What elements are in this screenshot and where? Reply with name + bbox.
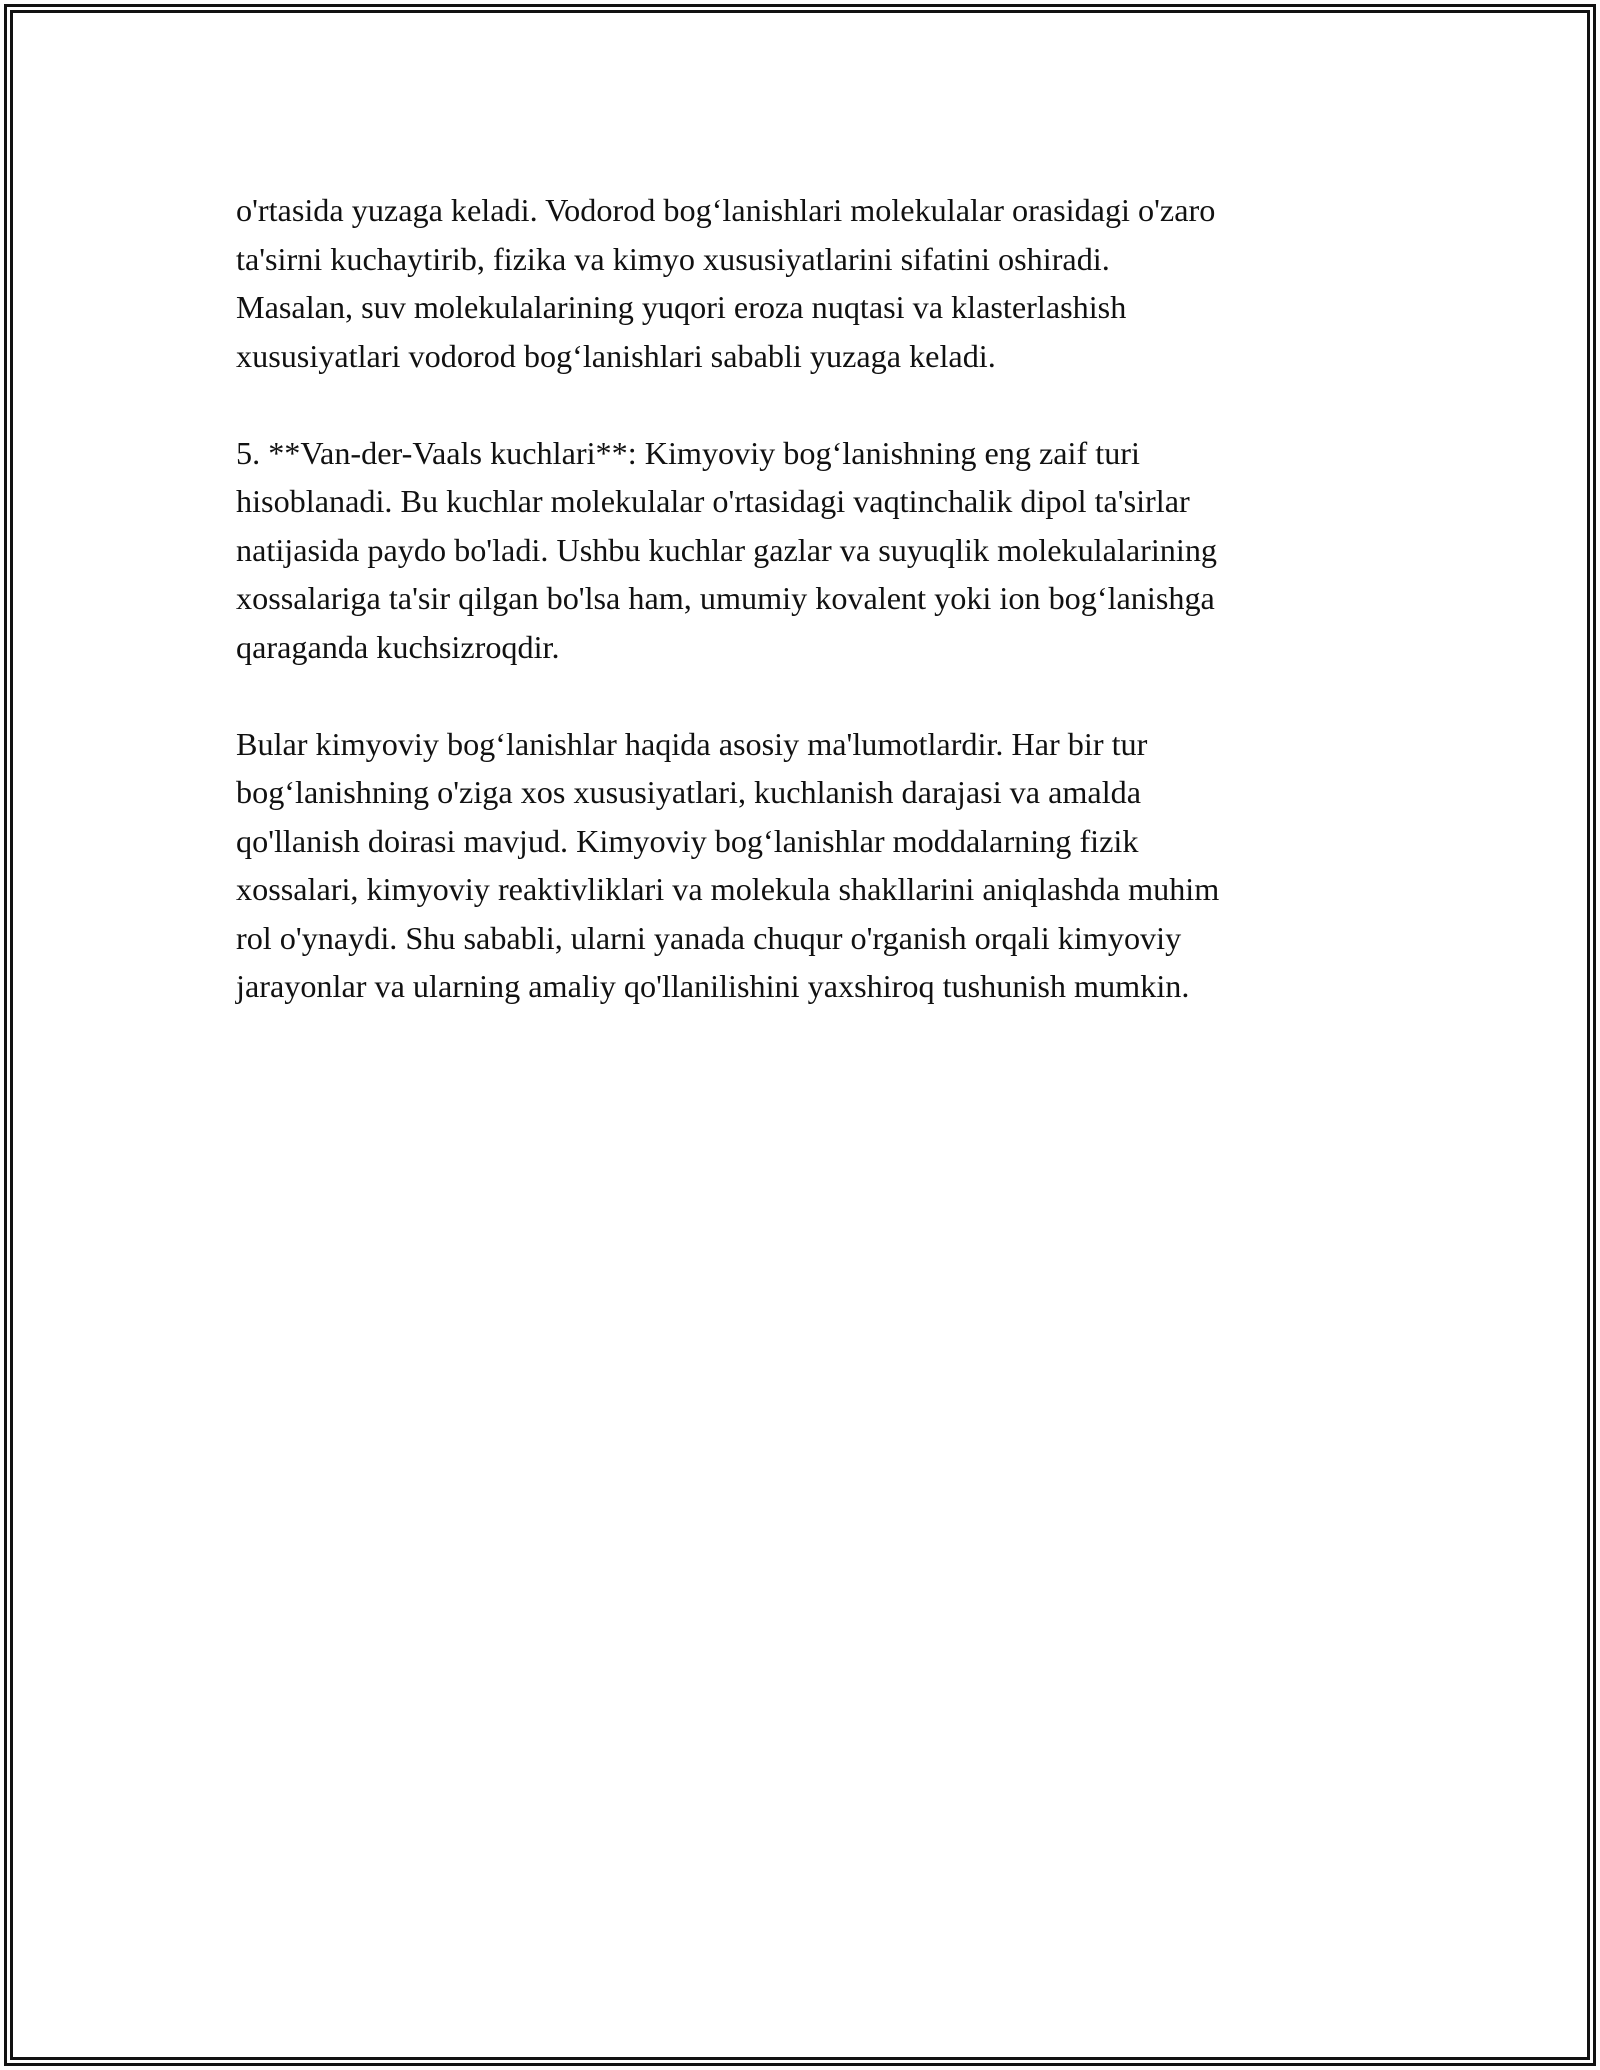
text-line: Masalan, suv molekulalarining yuqori eroza nuqtasi va klasterlashish [236,289,1127,325]
paragraph-hydrogen-bonds [236,186,1376,380]
text-line: 5. **Van-der-Vaals kuchlari**: Kimyoviy bog‘lanishning eng zaif turi [236,434,1140,471]
text-line: xossalariga ta'sir qilgan bo'lsa ham, umumiy kovalent yoki ion bog‘lanishga [236,580,1215,616]
text-line: ta'sirni kuchaytirib, fizika va kimyo xususiyatlarini sifatini oshiradi. [236,240,1110,277]
text-line: o'rtasida yuzaga keladi. Vodorod bog‘lanishlari molekulalar orasidagi o'zaro [236,192,1216,228]
text-line: qaraganda kuchsizroqdir. [236,628,560,665]
text-line: xususiyatlari vodorod bog‘lanishlari sababli yuzaga keladi. [236,337,996,374]
document-body [236,186,1376,1059]
text-line: qo'llanish doirasi mavjud. Kimyoviy bog‘lanishlar moddalarning fizik [236,822,1139,859]
text-line: Bular kimyoviy bog‘lanishlar haqida asosiy ma'lumotlardir. Har bir tur [236,725,1148,762]
paragraph-conclusion [236,720,1376,1011]
text-line: bog‘lanishning o'ziga xos xususiyatlari, kuchlanish darajasi va amalda [236,774,1142,810]
text-line: natijasida paydo bo'ladi. Ushbu kuchlar gazlar va suyuqlik molekulalarining [236,531,1218,568]
text-line: jarayonlar va ularning amaliy qo'llanilishini yaxshiroq tushunish mumkin. [236,968,1190,1004]
paragraph-van-der-waals [236,429,1376,672]
text-line: hisoblanadi. Bu kuchlar molekulalar o'rtasidagi vaqtinchalik dipol ta'sirlar [236,483,1190,519]
text-line: xossalari, kimyoviy reaktivliklari va molekula shakllarini aniqlashda muhim [236,871,1220,907]
text-line: rol o'ynaydi. Shu sababli, ularni yanada chuqur o'rganish orqali kimyoviy [236,919,1182,956]
